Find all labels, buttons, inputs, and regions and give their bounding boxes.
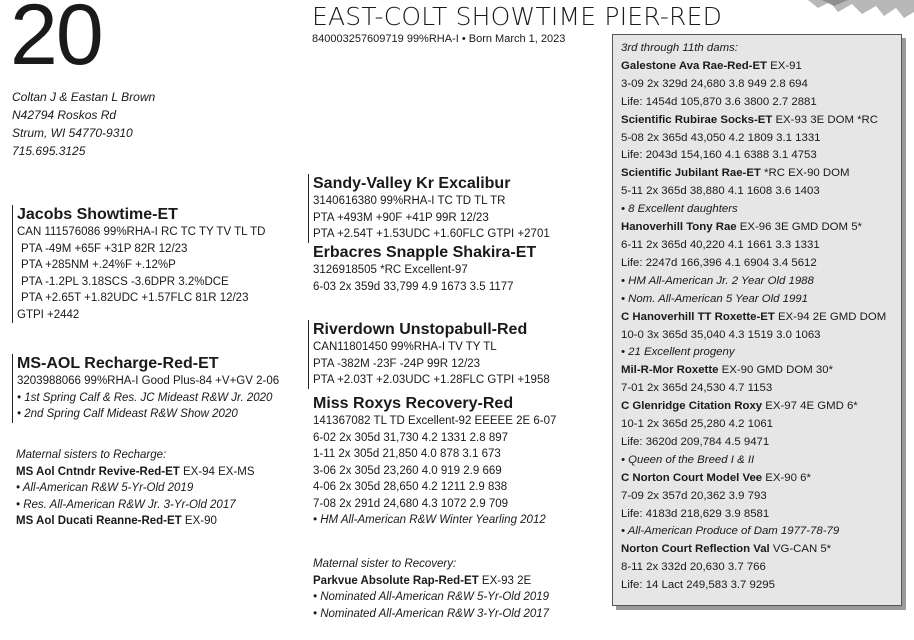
dam-entry-record: Life: 3620d 209,784 4.5 9471: [621, 435, 770, 448]
dam-entry-name: Norton Court Reflection Val: [621, 543, 770, 556]
riverdown-name: Riverdown Unstopabull-Red: [313, 321, 528, 338]
dam-entry-class: EX-90 GMD DOM 30*: [718, 364, 834, 377]
dam-entry-name: Hanoverhill Tony Rae: [621, 221, 737, 234]
animal-info: 840003257609719 99%RHA-I • Born March 1, 2023: [312, 33, 566, 45]
dam-entry: [621, 165, 901, 219]
dam-entry-class: EX-94 2E GMD DOM: [774, 310, 887, 323]
roxys-line: 141367082 TL TD Excellent-92 EEEEE 2E 6-07: [313, 415, 557, 427]
dam-entry-header: [621, 541, 901, 559]
dam-entry-class: VG-CAN 5*: [769, 543, 832, 556]
sire-line: PTA -1.2PL 3.18SCS -3.6DPR 3.2%DCE: [21, 275, 229, 288]
sire-line: PTA +2.65T +1.82UDC +1.57FLC 81R 12/23: [21, 292, 249, 304]
dam-note: • 1st Spring Calf & Res. JC Mideast R&W Jr. 2020: [17, 390, 279, 407]
sire-line: PTA -49M +65F +31P 82R 12/23: [21, 242, 188, 255]
sister-name: MS Aol Ducati Reanne-Red-ET: [16, 515, 182, 527]
dam-entry-record: 10-0 3x 365d 35,040 4.3 1519 3.0 1063: [621, 328, 821, 341]
consignor-name: Coltan J & Eastan L Brown: [12, 90, 156, 104]
sister-note: • Res. All-American R&W Jr. 3-Yr-Old 2017: [16, 497, 255, 514]
dam-entry: [621, 398, 901, 470]
sire-line: CAN 111576086 99%RHA-I RC TC TY TV TL TD: [17, 226, 266, 238]
dam-name: MS-AOL Recharge-Red-ET: [17, 355, 219, 372]
sister-note: • All-American R&W 5-Yr-Old 2019: [16, 480, 255, 497]
riverdown-line: PTA +2.03T +2.03UDC +1.28FLC GTPI +1958: [313, 374, 550, 386]
dam-line: 3203988066 99%RHA-I Good Plus-84 +V+GV 2-06: [17, 375, 280, 387]
dam-entry-note: • Queen of the Breed I & II: [621, 452, 901, 470]
dam-entry-record: Life: 4183d 218,629 3.9 8581: [621, 507, 770, 520]
sire-line: PTA +285NM +.24%F +.12%P: [21, 259, 176, 271]
dam-entry-class: EX-97 4E GMD 6*: [762, 400, 858, 413]
roxys-line: 7-08 2x 291d 24,680 4.3 1072 2.9 709: [313, 497, 509, 510]
consignor-info: [12, 88, 155, 160]
sandy-line: PTA +2.54T +1.53UDC +1.60FLC GTPI +2701: [313, 228, 550, 240]
dams-list: [621, 58, 901, 595]
dam-entry-header: [621, 362, 901, 380]
sandy-block: [308, 174, 550, 243]
dam-entry-record: 8-11 2x 332d 20,630 3.7 766: [621, 561, 766, 574]
sire-block: [12, 205, 265, 323]
dam-entry-class: EX-93 3E DOM *RC: [772, 113, 879, 126]
dam-entry-class: EX-96 3E GMD DOM 5*: [736, 221, 862, 234]
dam-entry-name: C Glenridge Citation Roxy: [621, 400, 763, 413]
dam-entry-header: [621, 398, 901, 416]
erbacres-name: Erbacres Snapple Shakira-ET: [313, 244, 537, 261]
sire-line: GTPI +2442: [17, 308, 80, 321]
lot-number: 20: [10, 0, 102, 83]
dams-heading: 3rd through 11th dams:: [621, 42, 738, 54]
dam-entry-record: 10-1 2x 365d 25,280 4.2 1061: [621, 418, 774, 431]
dam-entry: [621, 362, 901, 398]
dam-entry-header: [621, 58, 901, 76]
sister-name: Parkvue Absolute Rap-Red-ET: [313, 574, 479, 587]
dam-entry-class: EX-90 6*: [762, 471, 811, 484]
roxys-note: • HM All-American R&W Winter Yearling 2012: [313, 512, 556, 529]
dam-entry-name: C Norton Court Model Vee: [621, 471, 763, 484]
dam-entry: [621, 309, 901, 363]
dam-entry-class: EX-91: [767, 59, 802, 72]
dam-entry-header: [621, 219, 901, 237]
dam-entry-name: Mil-R-Mor Roxette: [621, 364, 719, 377]
consignor-phone: 715.695.3125: [12, 144, 86, 158]
dam-entry-header: [621, 112, 901, 130]
dam-entry-record: 7-01 2x 365d 24,530 4.7 1153: [621, 382, 773, 395]
sire-name: Jacobs Showtime-ET: [17, 206, 178, 223]
riverdown-line: CAN11801450 99%RHA-I TV TY TL: [313, 341, 497, 353]
dam-entry: [621, 470, 901, 542]
sister-name: MS Aol Cntndr Revive-Red-ET: [16, 465, 180, 478]
roxys-line: 6-02 2x 305d 31,730 4.2 1331 2.8 897: [313, 431, 509, 444]
dam-entry-note: • 8 Excellent daughters: [621, 201, 901, 219]
erbacres-line: 3126918505 *RC Excellent-97: [313, 264, 468, 276]
dam-entry: [621, 219, 901, 309]
sister-class: EX-93 2E: [478, 574, 532, 587]
dam-entry-record: Life: 14 Lact 249,583 3.7 9295: [621, 579, 775, 592]
sister-note: • Nominated All-American R&W 3-Yr-Old 2017: [313, 606, 549, 623]
dams-box: [612, 34, 902, 606]
dam-entry-name: Scientific Jubilant Rae-ET: [621, 167, 761, 180]
dam-entry-header: [621, 470, 901, 488]
dam-note: • 2nd Spring Calf Mideast R&W Show 2020: [17, 406, 279, 423]
sandy-line: 3140616380 99%RHA-I TC TD TL TR: [313, 195, 506, 207]
maternal-sisters-recharge: [16, 447, 255, 530]
sandy-line: PTA +493M +90F +41P 99R 12/23: [313, 211, 489, 224]
roxys-line: 1-11 2x 305d 21,850 4.0 878 3.1 673: [313, 448, 501, 460]
dam-entry: [621, 58, 901, 112]
maternal-heading: Maternal sisters to Recharge:: [16, 449, 167, 461]
riverdown-line: PTA -382M -23F -24P 99R 12/23: [313, 357, 481, 370]
dam-entry-class: *RC EX-90 DOM: [760, 167, 850, 180]
dam-entry-header: [621, 309, 901, 327]
roxys-name: Miss Roxys Recovery-Red: [313, 395, 514, 412]
riverdown-block: [308, 320, 550, 389]
dam-entry-record: 5-08 2x 365d 43,050 4.2 1809 3.1 1331: [621, 131, 821, 144]
dam-block: [12, 354, 279, 423]
sister-class: EX-90: [181, 515, 217, 527]
roxys-line: 4-06 2x 305d 28,650 4.2 1211 2.9 838: [313, 481, 508, 493]
dam-entry-note: • All-American Produce of Dam 1977-78-79: [621, 523, 901, 541]
dam-entry: [621, 112, 901, 166]
roxys-line: 3-06 2x 305d 23,260 4.0 919 2.9 669: [313, 464, 502, 477]
dam-entry-record: Life: 2247d 166,396 4.1 6904 3.4 5612: [621, 256, 817, 269]
maternal-heading: Maternal sister to Recovery:: [313, 558, 457, 570]
dam-entry-note: • 21 Excellent progeny: [621, 344, 901, 362]
consignor-address-2: Strum, WI 54770-9310: [12, 126, 133, 140]
consignor-address-1: N42794 Roskos Rd: [12, 108, 117, 122]
sandy-name: Sandy-Valley Kr Excalibur: [313, 175, 511, 192]
dam-entry-record: Life: 2043d 154,160 4.1 6388 3.1 4753: [621, 149, 817, 162]
erbacres-line: 6-03 2x 359d 33,799 4.9 1673 3.5 1177: [313, 280, 514, 293]
dam-entry-name: Galestone Ava Rae-Red-ET: [621, 59, 768, 72]
sister-note: • Nominated All-American R&W 5-Yr-Old 2019: [313, 589, 549, 606]
maternal-sister-recovery: [313, 556, 549, 622]
dam-entry-record: 6-11 2x 365d 40,220 4.1 1661 3.3 1331: [621, 238, 820, 251]
dam-entry-record: 5-11 2x 365d 38,880 4.1 1608 3.6 1403: [621, 185, 820, 198]
dam-entry-name: C Hanoverhill TT Roxette-ET: [621, 310, 775, 323]
dam-entry-header: [621, 165, 901, 183]
animal-name: EAST-COLT SHOWTIME PIER-RED: [312, 2, 723, 31]
dam-entry-record: 7-09 2x 357d 20,362 3.9 793: [621, 489, 767, 502]
sister-class: EX-94 EX-MS: [179, 465, 255, 478]
ribbon-graphic: [778, 0, 914, 30]
erbacres-block: [313, 243, 536, 295]
dam-entry-note: • Nom. All-American 5 Year Old 1991: [621, 291, 901, 309]
dam-entry-name: Scientific Rubirae Socks-ET: [621, 113, 773, 126]
dam-entry-note: • HM All-American Jr. 2 Year Old 1988: [621, 273, 901, 291]
dam-entry-record: 3-09 2x 329d 24,680 3.8 949 2.8 694: [621, 77, 808, 90]
roxys-block: [313, 394, 556, 529]
dam-entry-record: Life: 1454d 105,870 3.6 3800 2.7 2881: [621, 95, 817, 108]
dam-entry: [621, 541, 901, 595]
